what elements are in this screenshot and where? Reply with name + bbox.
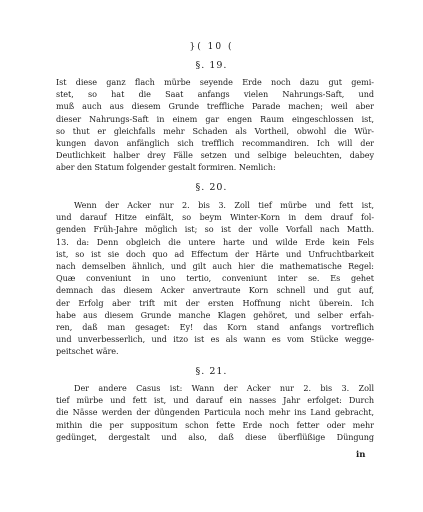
text-line: und darauf Hitze einfält, so beym Winter-Korn in dem drauf fol- (56, 212, 374, 223)
text-line: gedünget, dergestalt und also, daß diese überflüßige Düngung (56, 431, 374, 442)
text-line: demnach das diesem Acker anvertraute Korn schnell und gut auf, (56, 285, 374, 296)
text-line: ren, daß man gesaget: Ey! das Korn stand anfangs vortreflich (56, 322, 374, 333)
text-line: Ist diese ganz flach mürbe seyende Erde noch dazu gut gemi- (56, 77, 374, 87)
text-line: aber den Statum folgender gestalt formiren. Nemlich: (56, 162, 276, 173)
text-line: stet, so hat die Saat anfangs vielen Nahrungs-Saft, und (56, 89, 374, 100)
text-line: mithin die per suppositum schon fette Erde noch fetter oder mehr (56, 419, 374, 430)
section-body-20 (56, 199, 374, 358)
section-heading-21: §. 21. (195, 366, 228, 377)
text-line: nach demselben ähnlich, und gilt auch hier die mathematische Regel: (56, 261, 374, 272)
text-line: Der andere Casus ist: Wann der Acker nur 2. bis 3. Zoll (74, 383, 374, 393)
text-line: 13. da: Denn obgleich die untere harte und wilde Erde kein Fels (56, 236, 374, 247)
text-line: Quæ conveniunt in uno tertio, conveniunt inter se. Es gehet (56, 273, 374, 284)
text-line: genden Früh-Jahre möglich ist; so ist der volle Vorfall nach Matth. (56, 224, 374, 235)
text-line: kungen davon anfänglich sich trefflich recommandiren. Ich will der (56, 138, 374, 149)
section-body-21 (56, 382, 374, 443)
text-line: muß auch aus diesem Grunde treffliche Parade machen; weil aber (56, 101, 374, 112)
section-body-19 (56, 76, 374, 174)
section-heading-19: §. 19. (195, 60, 228, 71)
text-line: so thut er gleichfalls mehr Schaden als Vortheil, obwohl die Wür- (56, 125, 374, 136)
text-line: habe aus diesem Grunde manche Klagen gehöret, und selber erfah- (56, 309, 374, 320)
text-line: ist, so ist sie doch quo ad Effectum der Härte und Unfruchtbarkeit (56, 248, 374, 259)
text-line: und unverbesserlich, und itzo ist es als wann es vom Stücke wegge- (56, 334, 374, 345)
text-line: peitschet wäre. (56, 346, 119, 357)
text-line: der Erfolg aber trift mit der ersten Hoffnung nicht überein. Ich (56, 297, 374, 308)
text-line: Deutlichkeit halber drey Fälle setzen und selbige beleuchten, dabey (56, 150, 374, 161)
page-number-header: }( 10 ( (189, 42, 234, 52)
section-heading-20: §. 20. (195, 182, 228, 193)
text-line: tief mürbe und fett ist, und darauf ein nasses Jahr erfolget: Durch (56, 395, 374, 406)
text-line: die Nässe werden der düngenden Particula noch mehr ins Land gebracht, (56, 407, 374, 418)
catchword: in (356, 450, 366, 460)
text-line: dieser Nahrungs-Saft in einem gar engen Raum eingeschlossen ist, (56, 113, 374, 124)
text-line: Wenn der Acker nur 2. bis 3. Zoll tief mürbe und fett ist, (74, 200, 374, 210)
